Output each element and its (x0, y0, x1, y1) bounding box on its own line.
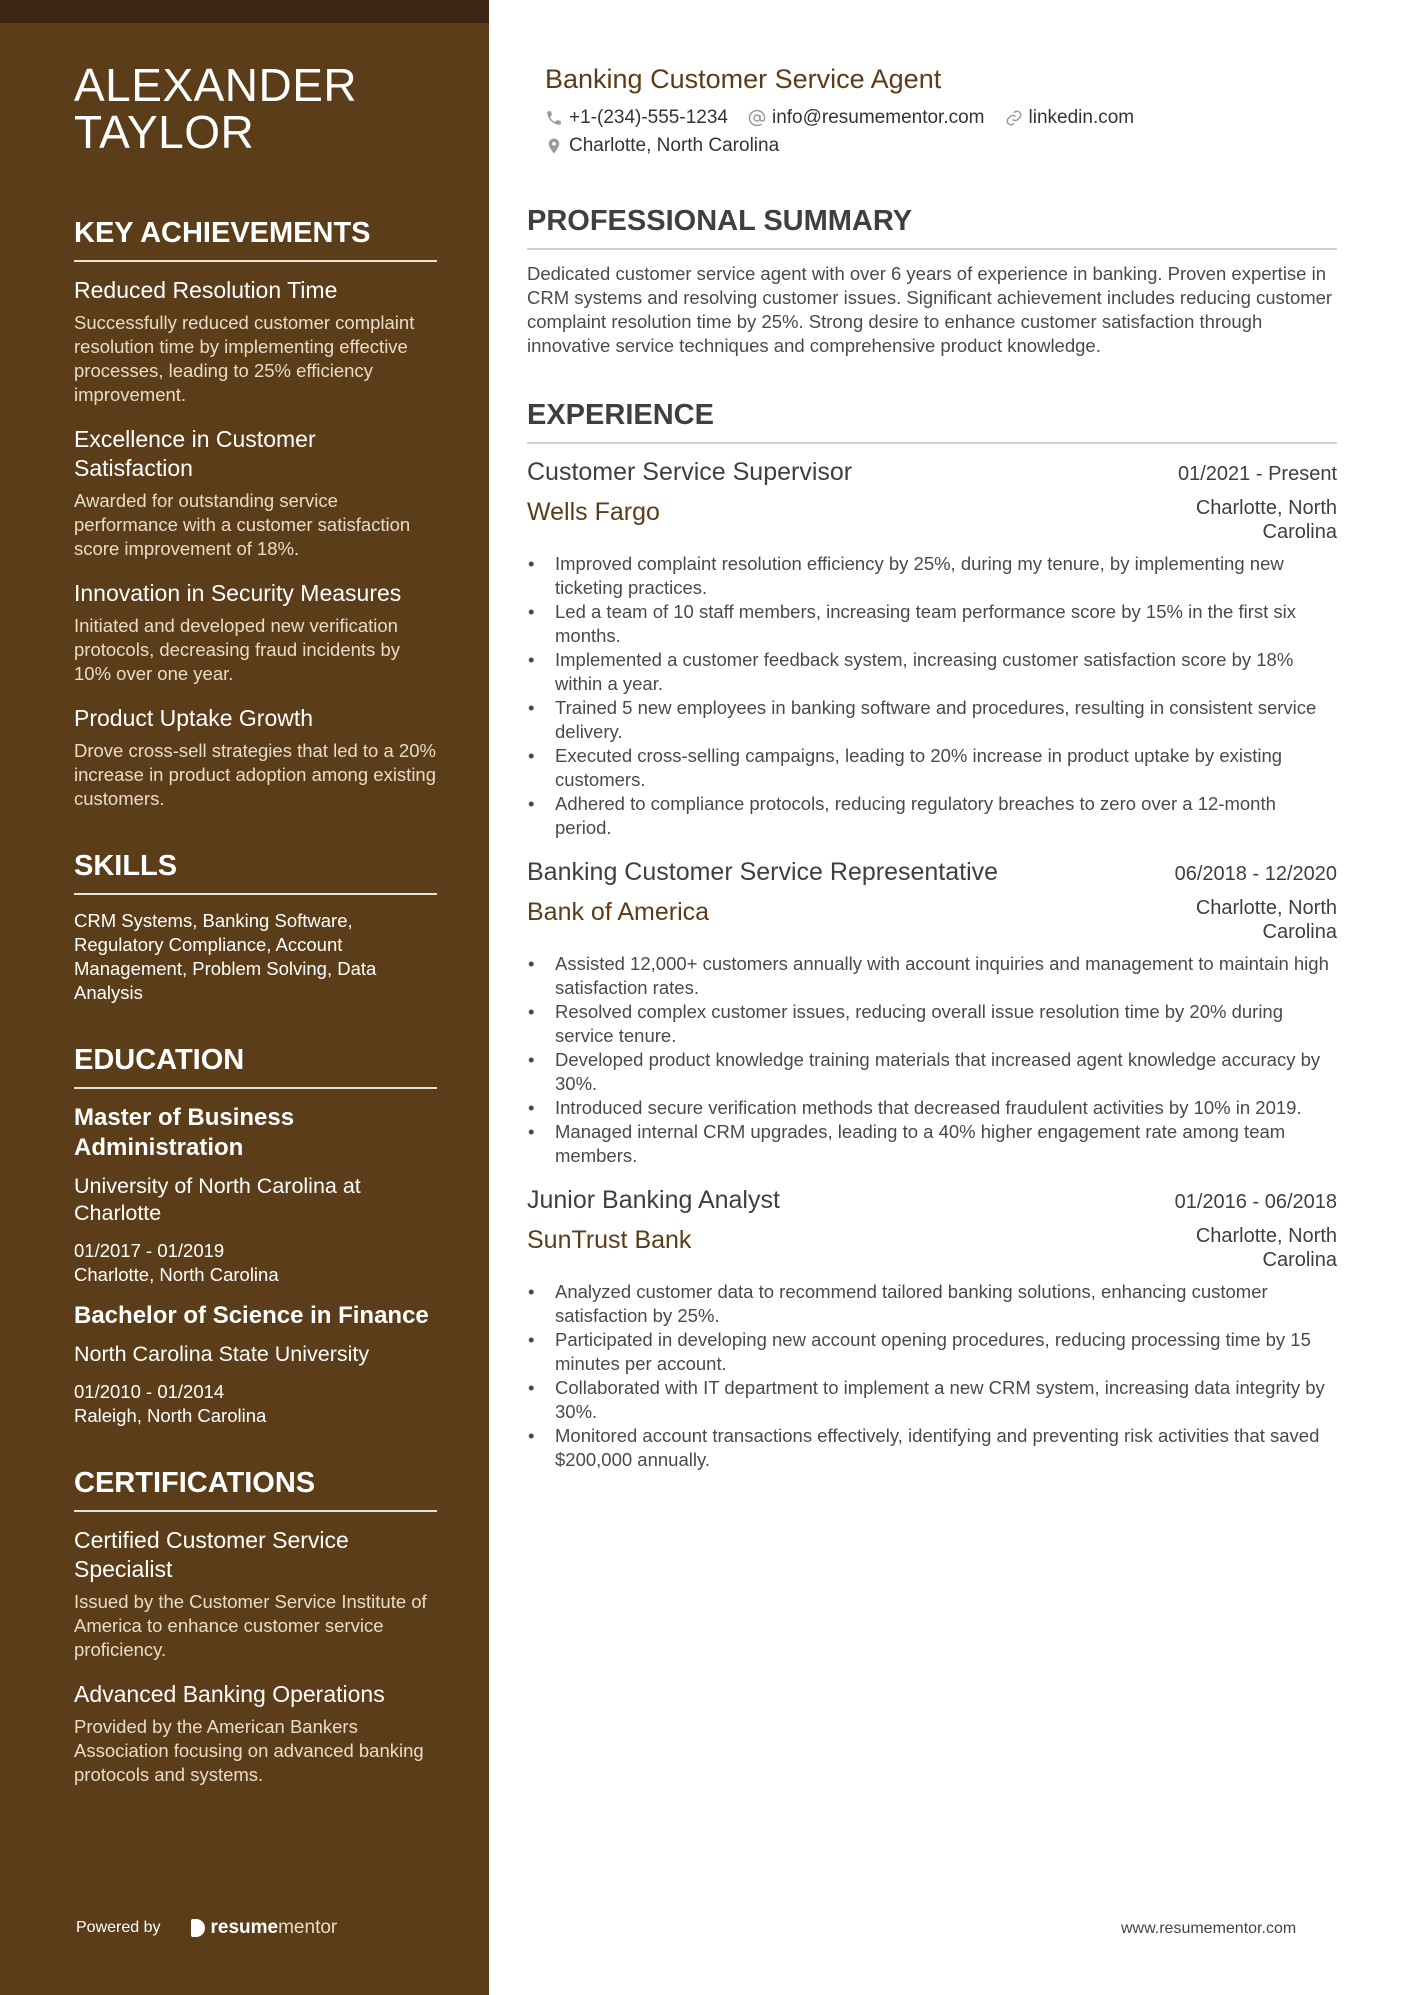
experience-section (527, 398, 1337, 1472)
experience-company-row (527, 496, 1337, 544)
link-icon (1005, 109, 1023, 127)
at-icon (748, 109, 766, 127)
website-footer-link[interactable]: www.resumementor.com (1121, 1920, 1297, 1937)
sidebar-top-band (0, 0, 489, 23)
certifications-heading: CERTIFICATIONS (74, 1466, 437, 1512)
contact-location (545, 134, 779, 158)
achievement-description: Drove cross-sell strategies that led to a 20% increase in product adoption among existing customers. (74, 740, 437, 809)
achievement-item (74, 704, 437, 811)
contact-email[interactable] (748, 106, 985, 130)
bullet-item: • Managed internal CRM upgrades, leading to a 40% higher engagement rate among team members. (527, 1120, 1337, 1168)
experience-company: SunTrust Bank (527, 1226, 692, 1254)
achievement-description: Awarded for outstanding service performance with a customer satisfaction score improvement of 18%. (74, 490, 411, 559)
certification-title: Certified Customer Service Specialist (74, 1527, 349, 1582)
experience-header (527, 1184, 1337, 1216)
experience-role: Junior Banking Analyst (527, 1186, 780, 1214)
contact-linkedin[interactable] (1005, 106, 1135, 130)
summary-heading: PROFESSIONAL SUMMARY (527, 204, 1337, 250)
bullet-item: • Implemented a customer feedback system, increasing customer satisfaction score by 18% within a year. (527, 648, 1337, 696)
experience-header (527, 856, 1337, 888)
experience-dates: 01/2016 - 06/2018 (1174, 1191, 1337, 1213)
experience-bullets (527, 552, 1337, 840)
certifications-section (74, 1466, 437, 1787)
bullet-item: • Trained 5 new employees in banking software and procedures, resulting in consistent service delivery. (527, 696, 1337, 744)
experience-location: Charlotte, North Carolina (1195, 1225, 1337, 1271)
education-section (74, 1043, 437, 1428)
education-degree: Bachelor of Science in Finance (74, 1302, 429, 1329)
bullet-item: • Led a team of 10 staff members, increasing team performance score by 15% in the first six months. (527, 600, 1337, 648)
education-school: North Carolina State University (74, 1342, 370, 1366)
experience-role: Customer Service Supervisor (527, 458, 853, 486)
experience-role: Banking Customer Service Representative (527, 858, 999, 886)
certification-item (74, 1526, 437, 1662)
experience-dates: 01/2021 - Present (1178, 463, 1337, 485)
bullet-item: • Resolved complex customer issues, reducing overall issue resolution time by 20% during service tenure. (527, 1000, 1337, 1048)
achievement-title: Reduced Resolution Time (74, 277, 338, 303)
experience-bullets (527, 1280, 1337, 1472)
email-text: info@resumementor.com (771, 107, 985, 128)
logo-text-bold: resume (210, 1917, 279, 1938)
experience-header (527, 456, 1337, 488)
education-item (74, 1301, 437, 1428)
experience-item (527, 456, 1337, 840)
contact-row-location (545, 134, 1337, 158)
achievement-title: Product Uptake Growth (74, 705, 314, 731)
bullet-item: • Adhered to compliance protocols, reducing regulatory breaches to zero over a 12-month period. (527, 792, 1337, 840)
bullet-item: • Monitored account transactions effectively, identifying and preventing risk activities that saved $200,000 annually. (527, 1424, 1337, 1472)
candidate-name (74, 59, 437, 158)
bullet-item: • Introduced secure verification methods that decreased fraudulent activities by 10% in 2019. (527, 1096, 1337, 1120)
experience-location: Charlotte, North Carolina (1195, 897, 1337, 943)
powered-by-footer (76, 1917, 337, 1939)
bullet-item: • Participated in developing new account opening procedures, reducing processing time by 15 minutes per account. (527, 1328, 1337, 1376)
sidebar (0, 0, 489, 1995)
main-content (527, 62, 1337, 1472)
bullet-item: • Assisted 12,000+ customers annually with account inquiries and management to maintain high satisfaction rates. (527, 952, 1337, 1000)
achievement-description: Successfully reduced customer complaint resolution time by implementing effective processes, leading to 25% efficiency improvement. (74, 312, 415, 405)
summary-section (527, 204, 1337, 358)
linkedin-text: linkedin.com (1028, 107, 1135, 128)
achievement-title: Innovation in Security Measures (74, 580, 402, 606)
bullet-item: • Analyzed customer data to recommend tailored banking solutions, enhancing customer satisfaction by 25%. (527, 1280, 1337, 1328)
achievement-item (74, 276, 437, 407)
experience-company-row (527, 896, 1337, 944)
certification-description: Provided by the American Bankers Association focusing on advanced banking protocols and systems. (74, 1716, 424, 1785)
certification-item (74, 1680, 437, 1787)
education-degree: Master of Business Administration (74, 1104, 295, 1161)
bullet-item: • Improved complaint resolution efficiency by 25%, during my tenure, by implementing new ticketing practices. (527, 552, 1337, 600)
achievement-title: Excellence in Customer Satisfaction (74, 426, 316, 481)
contact-row (545, 106, 1337, 130)
education-meta (74, 1380, 437, 1428)
achievement-item (74, 425, 437, 561)
education-location: Raleigh, North Carolina (74, 1405, 267, 1426)
achievements-heading: KEY ACHIEVEMENTS (74, 216, 437, 262)
experience-company: Wells Fargo (527, 498, 660, 526)
skills-list: CRM Systems, Banking Software, Regulatory Compliance, Account Management, Problem Solving, Data Analysis (74, 910, 377, 1003)
education-dates: 01/2017 - 01/2019 (74, 1240, 225, 1261)
experience-item (527, 856, 1337, 1168)
education-dates: 01/2010 - 01/2014 (74, 1381, 225, 1402)
location-text: Charlotte, North Carolina (569, 135, 780, 156)
achievement-item (74, 579, 437, 686)
experience-location: Charlotte, North Carolina (1195, 497, 1337, 543)
achievement-description: Initiated and developed new verification protocols, decreasing fraud incidents by 10% over one year. (74, 615, 400, 684)
contact-phone[interactable] (545, 106, 728, 130)
phone-icon (545, 109, 563, 127)
experience-bullets (527, 952, 1337, 1168)
bullet-item: • Collaborated with IT department to implement a new CRM system, increasing data integrity by 30%. (527, 1376, 1337, 1424)
education-school: University of North Carolina at Charlotte (74, 1174, 361, 1225)
certification-title: Advanced Banking Operations (74, 1681, 385, 1707)
education-item (74, 1103, 437, 1287)
target-job-title: Banking Customer Service Agent (545, 64, 942, 94)
experience-item (527, 1184, 1337, 1472)
certification-description: Issued by the Customer Service Institute of America to enhance customer service proficiency. (74, 1591, 427, 1660)
skills-heading: SKILLS (74, 849, 437, 895)
experience-company: Bank of America (527, 898, 710, 926)
bullet-item: • Developed product knowledge training materials that increased agent knowledge accuracy by 30%. (527, 1048, 1337, 1096)
skills-section (74, 849, 437, 1005)
powered-by-label: Powered by (76, 1919, 161, 1936)
education-location: Charlotte, North Carolina (74, 1264, 279, 1285)
experience-dates: 06/2018 - 12/2020 (1174, 863, 1337, 885)
experience-heading: EXPERIENCE (527, 398, 1337, 444)
location-pin-icon (545, 137, 563, 155)
name-line-2: TAYLOR (74, 106, 255, 158)
phone-text: +1-(234)-555-1234 (569, 107, 728, 128)
logo-text-light: mentor (278, 1917, 338, 1938)
experience-company-row (527, 1224, 1337, 1272)
logo-mark-icon (191, 1919, 205, 1937)
name-line-1: ALEXANDER (74, 59, 358, 111)
education-heading: EDUCATION (74, 1043, 437, 1089)
resumementor-logo[interactable] (191, 1917, 338, 1939)
education-meta (74, 1239, 437, 1287)
bullet-item: • Executed cross-selling campaigns, leading to 20% increase in product uptake by existing customers. (527, 744, 1337, 792)
summary-text: Dedicated customer service agent with over 6 years of experience in banking. Proven expertise in CRM systems and resolving customer issues. Significant achievement includes reducing customer complaint resolution time by 25%. Strong desire to enhance customer satisfaction through innovative service techniques and comprehensive product knowledge. (527, 263, 1333, 356)
achievements-section (74, 216, 437, 811)
